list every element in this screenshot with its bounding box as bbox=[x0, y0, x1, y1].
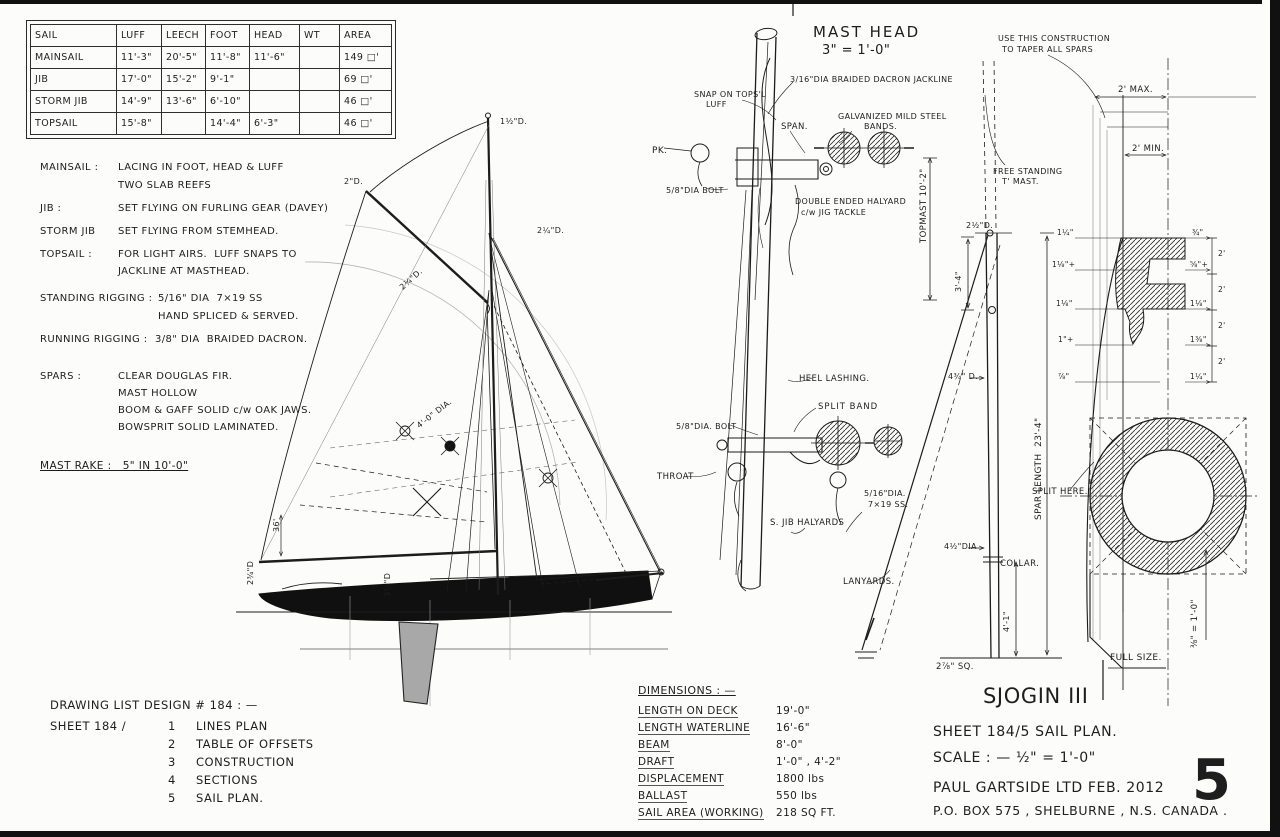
cell bbox=[300, 69, 340, 91]
cell: 46 □' bbox=[340, 113, 392, 135]
taper-step-4: 2' bbox=[1218, 357, 1226, 366]
label-heel-lashing: HEEL LASHING. bbox=[799, 374, 870, 384]
drawing-list-item bbox=[50, 755, 314, 773]
table-header-row bbox=[31, 25, 392, 47]
drawing-list-title: DRAWING LIST DESIGN # 184 : — bbox=[50, 698, 258, 712]
dim-mast-dia-lower: 4½"DIA bbox=[944, 542, 977, 551]
drawing-list-item bbox=[50, 791, 314, 809]
taper-step-3: 2' bbox=[1218, 321, 1226, 330]
label-bolt-lower: 5/8"DIA. BOLT bbox=[676, 422, 737, 431]
dim-mast-dia-upper: 4¾" D. bbox=[948, 372, 979, 381]
label-throat: THROAT bbox=[657, 472, 694, 482]
note-topsail-label: TOPSAIL : bbox=[40, 249, 93, 260]
cell: 20'-5" bbox=[162, 47, 206, 69]
sheet-number: 1 bbox=[168, 719, 176, 733]
label-jib-halyards: S. JIB HALYARDS bbox=[770, 518, 845, 528]
col-luff: LUFF bbox=[117, 25, 162, 47]
cell: 11'-8" bbox=[206, 47, 250, 69]
page-border-bottom bbox=[0, 831, 1280, 837]
note-running-label: RUNNING RIGGING : bbox=[40, 334, 148, 345]
label-stay-wire-2: 7×19 SS. bbox=[868, 500, 909, 509]
table-row bbox=[31, 91, 392, 113]
cell bbox=[162, 113, 206, 135]
note-spars-2: MAST HOLLOW bbox=[118, 388, 198, 399]
taper-step-1: 2' bbox=[1218, 249, 1226, 258]
label-split-band: SPLIT BAND bbox=[818, 402, 879, 412]
dim-value: 218 SQ FT. bbox=[776, 807, 837, 819]
note-standing-label: STANDING RIGGING : bbox=[40, 293, 153, 304]
drawing-list bbox=[50, 698, 314, 809]
taper-right-2: ⅝"+ bbox=[1190, 260, 1209, 269]
sheet-title: SECTIONS bbox=[196, 773, 258, 787]
taper-scale-note: ⅜" = 1'-0" bbox=[1190, 599, 1200, 648]
sheet-number-large: 5 bbox=[1192, 748, 1232, 813]
sheet-line: SHEET 184/5 SAIL PLAN. bbox=[933, 724, 1118, 740]
dimension-row bbox=[638, 790, 841, 807]
label-double-halyard-2: c/w JIG TACKLE bbox=[801, 208, 867, 217]
note-mast-rake: MAST RAKE : 5" IN 10'-0" bbox=[40, 460, 189, 472]
taper-note-1: USE THIS CONSTRUCTION bbox=[998, 34, 1111, 43]
boat-name: SJOGIN III bbox=[983, 684, 1089, 708]
taper-right-4: 1⅜" bbox=[1190, 335, 1207, 344]
table-row bbox=[31, 113, 392, 135]
spar-dia-boom-end: 2¾"D bbox=[246, 560, 255, 585]
note-mainsail-2: TWO SLAB REEFS bbox=[118, 180, 212, 191]
note-stormjib-1: SET FLYING FROM STEMHEAD. bbox=[118, 226, 279, 237]
col-wt: WT bbox=[300, 25, 340, 47]
label-lanyards: LANYARDS. bbox=[843, 577, 895, 587]
note-spars-1: CLEAR DOUGLAS FIR. bbox=[118, 371, 233, 382]
label-galv-bands-2: BANDS. bbox=[864, 122, 898, 131]
dimensions-title: DIMENSIONS : — bbox=[638, 684, 736, 697]
note-mainsail-label: MAINSAIL : bbox=[40, 162, 99, 173]
note-mainsail-1: LACING IN FOOT, HEAD & LUFF bbox=[118, 162, 284, 173]
sail-dimensions-table bbox=[30, 24, 392, 135]
label-peak: PK. bbox=[652, 146, 668, 156]
label-span: SPAN. bbox=[781, 122, 808, 132]
cell bbox=[300, 91, 340, 113]
spar-dia-gaff: 2¼"D. bbox=[398, 266, 425, 292]
taper-right-1: ¾" bbox=[1192, 228, 1204, 237]
dimension-row bbox=[638, 739, 841, 756]
cell: TOPSAIL bbox=[31, 113, 117, 135]
ce-dia-note: 4'-0" DIA. bbox=[415, 397, 454, 431]
note-running-1: 3/8" DIA BRAIDED DACRON. bbox=[155, 334, 308, 345]
note-spars-3: BOOM & GAFF SOLID c/w OAK JAWS. bbox=[118, 405, 312, 416]
sheet-number: 5 bbox=[168, 791, 176, 805]
cell: 11'-6" bbox=[250, 47, 300, 69]
dim-label: BEAM bbox=[638, 739, 670, 751]
taper-dim-max: 2' MAX. bbox=[1118, 85, 1153, 95]
dim-label: LENGTH WATERLINE bbox=[638, 722, 751, 734]
taper-dim-min: 2' MIN. bbox=[1132, 144, 1165, 154]
dimension-row bbox=[638, 773, 841, 790]
cell: 13'-6" bbox=[162, 91, 206, 113]
sheet-number: 4 bbox=[168, 773, 176, 787]
sheet-number: 3 bbox=[168, 755, 176, 769]
cell bbox=[250, 69, 300, 91]
taper-right-3: 1⅛" bbox=[1190, 299, 1207, 308]
dim-label: SAIL AREA (WORKING) bbox=[638, 807, 764, 819]
scale-line: SCALE : — ½" = 1'-0" bbox=[933, 750, 1096, 766]
dim-value: 550 lbs bbox=[776, 790, 818, 802]
label-topmast-length: TOPMAST 10'-2" bbox=[919, 168, 929, 243]
cell: 11'-3" bbox=[117, 47, 162, 69]
sheet-title: LINES PLAN bbox=[196, 719, 268, 733]
dimension-row bbox=[638, 722, 841, 739]
cell bbox=[300, 113, 340, 135]
note-jib-label: JIB : bbox=[40, 203, 62, 214]
note-spars-4: BOWSPRIT SOLID LAMINATED. bbox=[118, 422, 279, 433]
dim-label: DRAFT bbox=[638, 756, 675, 768]
page-border-top bbox=[0, 0, 1262, 4]
cell: STORM JIB bbox=[31, 91, 117, 113]
note-stormjib-label: STORM JIB bbox=[40, 226, 96, 237]
masthead-detail-title: MAST HEAD bbox=[813, 23, 921, 41]
cell bbox=[250, 91, 300, 113]
cell: 17'-0" bbox=[117, 69, 162, 91]
address-line: P.O. BOX 575 , SHELBURNE , N.S. CANADA . bbox=[933, 803, 1228, 818]
dim-value: 19'-0" bbox=[776, 705, 810, 717]
dim-topmast-exposed: 3'-4" bbox=[954, 271, 963, 292]
table-row bbox=[31, 69, 392, 91]
label-galv-bands: GALVANIZED MILD STEEL bbox=[838, 112, 947, 121]
masthead-detail-scale: 3" = 1'-0" bbox=[822, 43, 891, 58]
spar-dia-gaff-peak: 2"D. bbox=[344, 177, 364, 186]
drawing-list-item bbox=[50, 737, 314, 755]
sheet-title: TABLE OF OFFSETS bbox=[196, 737, 314, 751]
note-standing-2: HAND SPLICED & SERVED. bbox=[158, 311, 299, 322]
cell: 14'-4" bbox=[206, 113, 250, 135]
note-jib-1: SET FLYING ON FURLING GEAR (DAVEY) bbox=[118, 203, 329, 214]
col-sail: SAIL bbox=[31, 25, 117, 47]
drawing-list-item bbox=[50, 773, 314, 791]
note-topsail-1: FOR LIGHT AIRS. LUFF SNAPS TO bbox=[118, 249, 297, 260]
cell: 6'-10" bbox=[206, 91, 250, 113]
label-double-halyard: DOUBLE ENDED HALYARD bbox=[795, 197, 907, 206]
dimension-row bbox=[638, 807, 841, 824]
label-snap-topsl-luff: SNAP ON TOPS'L bbox=[694, 90, 767, 99]
taper-step-2: 2' bbox=[1218, 285, 1226, 294]
col-foot: FOOT bbox=[206, 25, 250, 47]
col-head: HEAD bbox=[250, 25, 300, 47]
taper-note-2: TO TAPER ALL SPARS bbox=[1002, 45, 1094, 54]
dim-masthead-dia: 2½"D. bbox=[966, 221, 994, 230]
sheet-number: 2 bbox=[168, 737, 176, 751]
label-free-standing: FREE STANDING bbox=[993, 167, 1063, 176]
taper-left-3: 1⅛" bbox=[1056, 299, 1073, 308]
cell: MAINSAIL bbox=[31, 47, 117, 69]
dim-collar-height: 4'-1" bbox=[1002, 611, 1011, 632]
note-spars-label: SPARS : bbox=[40, 371, 82, 382]
taper-left-5: ⅞" bbox=[1058, 372, 1070, 381]
cell: 69 □' bbox=[340, 69, 392, 91]
label-bolt-upper: 5/8"DIA BOLT bbox=[666, 186, 724, 195]
note-topsail-2: JACKLINE AT MASTHEAD. bbox=[118, 266, 250, 277]
sheet-title: SAIL PLAN. bbox=[196, 791, 264, 805]
table-row bbox=[31, 47, 392, 69]
dim-value: 16'-6" bbox=[776, 722, 810, 734]
cell: 14'-9" bbox=[117, 91, 162, 113]
label-split-here: SPLIT HERE. bbox=[1032, 487, 1088, 497]
col-leech: LEECH bbox=[162, 25, 206, 47]
cell: 15'-8" bbox=[117, 113, 162, 135]
cell: 15'-2" bbox=[162, 69, 206, 91]
firm-line: PAUL GARTSIDE LTD FEB. 2012 bbox=[933, 780, 1165, 796]
label-jackline: 3/16"DIA BRAIDED DACRON JACKLINE bbox=[790, 75, 954, 84]
boom-dim: 36' bbox=[272, 518, 281, 532]
page-border-right bbox=[1270, 0, 1280, 837]
taper-left-1: 1¼" bbox=[1057, 228, 1074, 237]
spar-dia-topmast: 1½"D. bbox=[500, 117, 528, 126]
dim-value: 8'-0" bbox=[776, 739, 803, 751]
col-area: AREA bbox=[340, 25, 392, 47]
cell: 46 □' bbox=[340, 91, 392, 113]
taper-right-5: 1¼" bbox=[1190, 372, 1207, 381]
label-full-size: FULL SIZE. bbox=[1110, 653, 1162, 663]
dim-value: 1'-0" , 4'-2" bbox=[776, 756, 841, 768]
sheet-title: CONSTRUCTION bbox=[196, 755, 295, 769]
taper-left-4: 1"+ bbox=[1058, 335, 1074, 344]
cell: 9'-1" bbox=[206, 69, 250, 91]
cell: 6'-3" bbox=[250, 113, 300, 135]
dim-value: 1800 lbs bbox=[776, 773, 825, 785]
label-free-standing-2: T' MAST. bbox=[1002, 177, 1039, 186]
cell bbox=[300, 47, 340, 69]
label-stay-wire: 5/16"DIA. bbox=[864, 489, 906, 498]
dimension-row bbox=[638, 756, 841, 773]
dim-label: LENGTH ON DECK bbox=[638, 705, 738, 717]
dim-label: BALLAST bbox=[638, 790, 688, 802]
dim-heel-square: 2⅞" SQ. bbox=[936, 662, 974, 672]
spar-dia-masthead: 2¼"D. bbox=[537, 226, 565, 235]
taper-left-2: 1⅛"+ bbox=[1052, 260, 1076, 269]
drawing-list-sheet-prefix: SHEET 184 / bbox=[50, 719, 127, 733]
cell: JIB bbox=[31, 69, 117, 91]
dim-label: DISPLACEMENT bbox=[638, 773, 724, 785]
registration-ticks bbox=[793, 3, 1103, 700]
label-snap-topsl-luff-2: LUFF bbox=[706, 100, 727, 109]
note-standing-1: 5/16" DIA 7×19 SS bbox=[158, 293, 263, 304]
dim-spar-length: SPAR LENGTH 23'-4" bbox=[1034, 417, 1044, 520]
dimension-row bbox=[638, 705, 841, 722]
spar-dia-boom: 3½"D bbox=[383, 572, 392, 597]
label-collar: COLLAR. bbox=[1000, 559, 1040, 569]
dimensions-block bbox=[638, 684, 841, 824]
cell: 149 □' bbox=[340, 47, 392, 69]
